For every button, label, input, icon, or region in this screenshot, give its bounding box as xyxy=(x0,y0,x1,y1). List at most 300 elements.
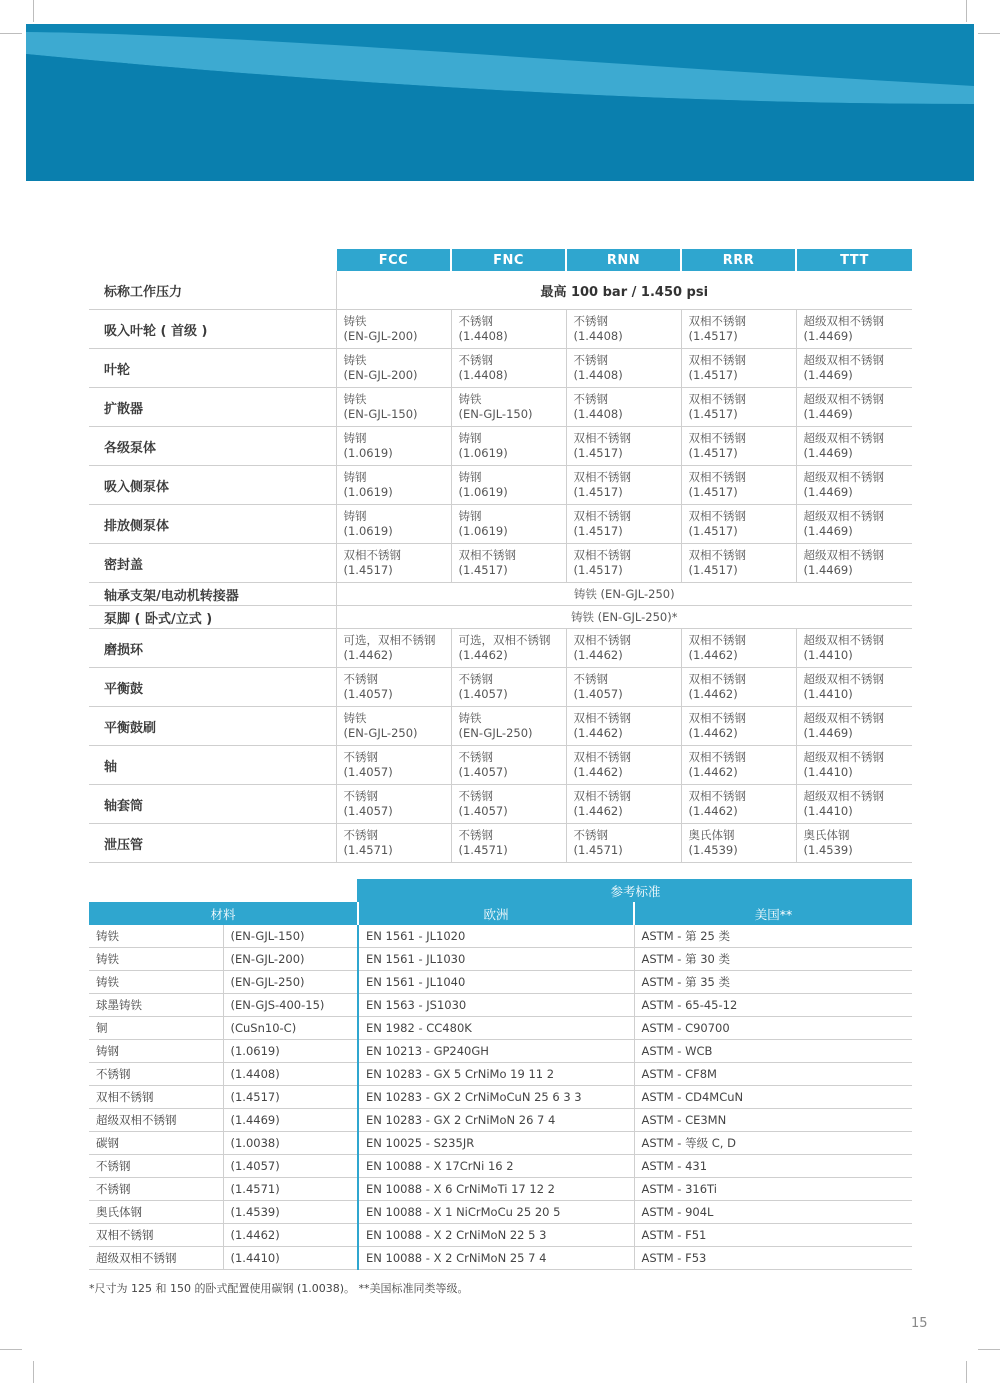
europe-standard: EN 10283 - GX 2 CrNiMoN 26 7 4 xyxy=(358,1109,634,1132)
material-code: (1.4469) xyxy=(803,563,853,577)
material-cell xyxy=(336,349,451,388)
material-code: (1.4571) xyxy=(223,1178,358,1201)
material-name: 不锈钢 xyxy=(343,789,378,803)
component-label: 平衡鼓刷 xyxy=(89,707,336,746)
standards-row xyxy=(89,1086,912,1109)
component-label: 轴 xyxy=(89,746,336,785)
materials-row xyxy=(89,271,912,310)
standards-row xyxy=(89,925,912,948)
column-header-rnn: RNN xyxy=(566,249,681,271)
material-code: (1.4517) xyxy=(573,563,623,577)
material-cell xyxy=(796,427,912,466)
component-label: 吸入叶轮 ( 首级 ) xyxy=(89,310,336,349)
material-name: 双相不锈钢 xyxy=(688,470,746,484)
material-cell xyxy=(566,785,681,824)
material-name: 铸铁 xyxy=(89,971,223,994)
material-cell xyxy=(796,629,912,668)
material-code: (1.4462) xyxy=(573,648,623,662)
usa-standard: ASTM - 第 35 类 xyxy=(634,971,912,994)
material-code: (1.4462) xyxy=(688,765,738,779)
material-cell xyxy=(681,388,796,427)
material-name: 铸铁 xyxy=(458,392,482,406)
standards-header-row-2 xyxy=(89,902,912,925)
material-cell xyxy=(681,824,796,863)
material-code: (EN-GJS-400-15) xyxy=(223,994,358,1017)
material-name: 双相不锈钢 xyxy=(573,548,631,562)
material-cell xyxy=(451,824,566,863)
material-code: (1.4571) xyxy=(343,843,393,857)
material-cell xyxy=(336,785,451,824)
material-cell xyxy=(681,349,796,388)
component-label: 磨损环 xyxy=(89,629,336,668)
material-code: (1.4057) xyxy=(573,687,623,701)
material-code: (EN-GJL-200) xyxy=(343,329,418,343)
material-cell xyxy=(451,349,566,388)
europe-standard: EN 1982 - CC480K xyxy=(358,1017,634,1040)
material-name: 双相不锈钢 xyxy=(573,633,631,647)
material-cell xyxy=(566,544,681,583)
material-cell xyxy=(451,746,566,785)
material-cell xyxy=(336,707,451,746)
material-name: 奥氏体钢 xyxy=(89,1201,223,1224)
material-name: 双相不锈钢 xyxy=(688,548,746,562)
material-code: (1.4462) xyxy=(343,648,393,662)
material-column-header: 材料 xyxy=(89,902,358,925)
standards-row xyxy=(89,1178,912,1201)
usa-column-header: 美国** xyxy=(634,902,912,925)
usa-standard: ASTM - CF8M xyxy=(634,1063,912,1086)
material-name: 双相不锈钢 xyxy=(573,711,631,725)
usa-standard: ASTM - 等级 C, D xyxy=(634,1132,912,1155)
usa-standard: ASTM - 第 25 类 xyxy=(634,925,912,948)
material-cell xyxy=(451,388,566,427)
material-code: (1.4469) xyxy=(223,1109,358,1132)
usa-standard: ASTM - 65-45-12 xyxy=(634,994,912,1017)
material-name: 不锈钢 xyxy=(89,1178,223,1201)
material-code: (1.4517) xyxy=(343,563,393,577)
crop-mark xyxy=(33,0,34,22)
material-name: 铸铁 xyxy=(343,392,367,406)
material-name: 双相不锈钢 xyxy=(688,711,746,725)
materials-row xyxy=(89,629,912,668)
standards-header-blank xyxy=(89,879,358,902)
usa-standard: ASTM - 431 xyxy=(634,1155,912,1178)
europe-standard: EN 10088 - X 6 CrNiMoTi 17 12 2 xyxy=(358,1178,634,1201)
material-cell xyxy=(566,349,681,388)
europe-standard: EN 10088 - X 17CrNi 16 2 xyxy=(358,1155,634,1178)
material-name: 不锈钢 xyxy=(89,1155,223,1178)
material-name: 双相不锈钢 xyxy=(688,672,746,686)
usa-standard: ASTM - F51 xyxy=(634,1224,912,1247)
material-code: (1.4469) xyxy=(803,485,853,499)
material-name: 铸铁 xyxy=(89,925,223,948)
material-name: 双相不锈钢 xyxy=(688,314,746,328)
material-name: 双相不锈钢 xyxy=(458,548,516,562)
crop-mark xyxy=(978,33,1000,34)
material-code: (1.0619) xyxy=(458,524,508,538)
material-code: (EN-GJL-150) xyxy=(223,925,358,948)
material-name: 不锈钢 xyxy=(573,314,608,328)
standards-row xyxy=(89,1224,912,1247)
crop-mark xyxy=(966,1361,967,1383)
europe-standard: EN 10283 - GX 5 CrNiMo 19 11 2 xyxy=(358,1063,634,1086)
standards-row xyxy=(89,1247,912,1270)
europe-standard: EN 10025 - S235JR xyxy=(358,1132,634,1155)
material-cell xyxy=(566,388,681,427)
material-name: 球墨铸铁 xyxy=(89,994,223,1017)
materials-row xyxy=(89,824,912,863)
material-name: 奥氏体钢 xyxy=(803,828,850,842)
material-cell xyxy=(681,707,796,746)
materials-row xyxy=(89,544,912,583)
material-name: 不锈钢 xyxy=(343,750,378,764)
material-name: 不锈钢 xyxy=(458,750,493,764)
material-cell xyxy=(451,707,566,746)
crop-mark xyxy=(966,0,967,22)
material-name: 双相不锈钢 xyxy=(688,789,746,803)
crop-mark xyxy=(978,1349,1000,1350)
material-name: 不锈钢 xyxy=(458,828,493,842)
usa-standard: ASTM - WCB xyxy=(634,1040,912,1063)
material-name: 铸铁 xyxy=(343,314,367,328)
material-code: (1.4410) xyxy=(803,804,853,818)
material-name: 双相不锈钢 xyxy=(573,431,631,445)
component-label: 吸入侧泵体 xyxy=(89,466,336,505)
material-code: (1.4517) xyxy=(688,368,738,382)
material-name: 超级双相不锈钢 xyxy=(803,392,884,406)
standards-row xyxy=(89,1017,912,1040)
material-name: 铸铁 xyxy=(458,711,482,725)
column-header-rrr: RRR xyxy=(681,249,796,271)
usa-standard: ASTM - 904L xyxy=(634,1201,912,1224)
material-cell xyxy=(566,505,681,544)
material-name: 铸钢 xyxy=(343,509,367,523)
material-name: 铸钢 xyxy=(89,1040,223,1063)
material-code: (1.4517) xyxy=(688,407,738,421)
material-code: (1.0619) xyxy=(458,446,508,460)
component-label: 扩散器 xyxy=(89,388,336,427)
material-name: 铸钢 xyxy=(458,470,482,484)
material-cell xyxy=(336,427,451,466)
material-code: (1.4469) xyxy=(803,368,853,382)
usa-standard: ASTM - F53 xyxy=(634,1247,912,1270)
materials-row xyxy=(89,668,912,707)
material-name: 不锈钢 xyxy=(343,828,378,842)
material-name: 超级双相不锈钢 xyxy=(803,711,884,725)
materials-header-blank xyxy=(89,249,336,271)
material-code: (1.4571) xyxy=(458,843,508,857)
material-name: 铸铁 xyxy=(89,948,223,971)
material-name: 双相不锈钢 xyxy=(573,789,631,803)
material-code: (1.4539) xyxy=(803,843,853,857)
material-name: 双相不锈钢 xyxy=(688,353,746,367)
usa-standard: ASTM - C90700 xyxy=(634,1017,912,1040)
material-code: (1.4517) xyxy=(688,563,738,577)
material-code: (1.0038) xyxy=(223,1132,358,1155)
component-label: 泵脚 ( 卧式/立式 ) xyxy=(89,606,336,629)
page-number: 15 xyxy=(911,1316,928,1331)
europe-standard: EN 1561 - JL1040 xyxy=(358,971,634,994)
crop-mark xyxy=(0,33,22,34)
column-header-fcc: FCC xyxy=(336,249,451,271)
material-code: (EN-GJL-150) xyxy=(458,407,533,421)
material-cell xyxy=(451,310,566,349)
column-header-fnc: FNC xyxy=(451,249,566,271)
material-cell xyxy=(451,785,566,824)
material-cell xyxy=(796,824,912,863)
material-code: (1.4517) xyxy=(688,446,738,460)
material-name: 双相不锈钢 xyxy=(89,1086,223,1109)
materials-row xyxy=(89,349,912,388)
component-label: 排放侧泵体 xyxy=(89,505,336,544)
material-code: (1.4410) xyxy=(803,687,853,701)
material-name: 不锈钢 xyxy=(573,392,608,406)
material-cell xyxy=(451,427,566,466)
material-code: (1.4517) xyxy=(223,1086,358,1109)
material-name: 可选，双相不锈钢 xyxy=(343,633,436,647)
materials-row xyxy=(89,427,912,466)
material-cell xyxy=(451,505,566,544)
material-name: 超级双相不锈钢 xyxy=(803,353,884,367)
material-cell xyxy=(566,824,681,863)
standards-row xyxy=(89,971,912,994)
material-code: (1.4462) xyxy=(573,765,623,779)
material-code: (1.4517) xyxy=(573,524,623,538)
material-code: (1.4469) xyxy=(803,329,853,343)
material-name: 不锈钢 xyxy=(343,672,378,686)
material-code: (EN-GJL-200) xyxy=(223,948,358,971)
material-cell xyxy=(681,785,796,824)
material-name: 超级双相不锈钢 xyxy=(803,314,884,328)
material-cell xyxy=(566,466,681,505)
material-code: (1.0619) xyxy=(343,524,393,538)
material-name: 铜 xyxy=(89,1017,223,1040)
standards-row xyxy=(89,1155,912,1178)
component-label: 轴套筒 xyxy=(89,785,336,824)
material-cell xyxy=(681,310,796,349)
merged-value-cell: 铸铁 (EN-GJL-250)* xyxy=(336,606,912,629)
component-label: 密封盖 xyxy=(89,544,336,583)
material-code: (1.0619) xyxy=(343,446,393,460)
component-label: 各级泵体 xyxy=(89,427,336,466)
material-code: (1.4408) xyxy=(458,329,508,343)
material-cell xyxy=(796,746,912,785)
material-code: (1.4517) xyxy=(688,329,738,343)
standards-row xyxy=(89,994,912,1017)
materials-row xyxy=(89,606,912,629)
materials-row xyxy=(89,388,912,427)
materials-row xyxy=(89,746,912,785)
material-cell xyxy=(336,466,451,505)
material-name: 不锈钢 xyxy=(89,1063,223,1086)
material-name: 不锈钢 xyxy=(458,314,493,328)
footnote: *尺寸为 125 和 150 的卧式配置使用碳钢 (1.0038)。 **美国标准同类等级。 xyxy=(89,1282,469,1295)
material-cell xyxy=(681,544,796,583)
material-code: (CuSn10-C) xyxy=(223,1017,358,1040)
material-code: (1.4408) xyxy=(458,368,508,382)
material-name: 铸铁 xyxy=(343,353,367,367)
material-name: 铸铁 xyxy=(343,711,367,725)
material-cell xyxy=(796,349,912,388)
material-cell xyxy=(681,427,796,466)
material-cell xyxy=(566,629,681,668)
usa-standard: ASTM - CE3MN xyxy=(634,1109,912,1132)
material-code: (1.4057) xyxy=(343,765,393,779)
material-code: (1.4410) xyxy=(803,648,853,662)
material-code: (1.4462) xyxy=(688,648,738,662)
material-cell xyxy=(566,746,681,785)
material-cell xyxy=(451,668,566,707)
material-name: 超级双相不锈钢 xyxy=(803,509,884,523)
standards-header-row-1 xyxy=(89,879,912,902)
material-name: 双相不锈钢 xyxy=(688,392,746,406)
europe-standard: EN 10088 - X 2 CrNiMoN 22 5 3 xyxy=(358,1224,634,1247)
material-code: (1.4517) xyxy=(688,524,738,538)
material-name: 双相不锈钢 xyxy=(688,750,746,764)
usa-standard: ASTM - 316Ti xyxy=(634,1178,912,1201)
material-code: (1.4462) xyxy=(223,1224,358,1247)
material-cell xyxy=(681,505,796,544)
europe-standard: EN 1561 - JL1030 xyxy=(358,948,634,971)
material-cell xyxy=(336,505,451,544)
material-name: 超级双相不锈钢 xyxy=(803,672,884,686)
material-code: (EN-GJL-150) xyxy=(343,407,418,421)
material-name: 不锈钢 xyxy=(458,789,493,803)
material-code: (1.4408) xyxy=(573,407,623,421)
material-code: (1.4462) xyxy=(688,804,738,818)
material-code: (1.4410) xyxy=(223,1247,358,1270)
material-name: 铸钢 xyxy=(343,431,367,445)
material-code: (1.4462) xyxy=(688,687,738,701)
material-code: (1.4410) xyxy=(803,765,853,779)
material-code: (1.0619) xyxy=(458,485,508,499)
europe-standard: EN 10088 - X 2 CrNiMoN 25 7 4 xyxy=(358,1247,634,1270)
materials-row xyxy=(89,466,912,505)
europe-standard: EN 10213 - GP240GH xyxy=(358,1040,634,1063)
materials-row xyxy=(89,707,912,746)
material-code: (1.4057) xyxy=(343,687,393,701)
material-name: 超级双相不锈钢 xyxy=(803,789,884,803)
materials-row xyxy=(89,583,912,606)
material-code: (1.4517) xyxy=(688,485,738,499)
europe-standard: EN 1563 - JS1030 xyxy=(358,994,634,1017)
material-cell xyxy=(451,544,566,583)
material-code: (1.4462) xyxy=(688,726,738,740)
material-code: (1.4469) xyxy=(803,726,853,740)
europe-standard: EN 1561 - JL1020 xyxy=(358,925,634,948)
material-name: 双相不锈钢 xyxy=(573,470,631,484)
material-code: (EN-GJL-250) xyxy=(223,971,358,994)
standards-row xyxy=(89,1063,912,1086)
material-name: 不锈钢 xyxy=(573,353,608,367)
material-cell xyxy=(451,629,566,668)
material-code: (1.4517) xyxy=(458,563,508,577)
material-cell xyxy=(566,707,681,746)
material-name: 超级双相不锈钢 xyxy=(803,470,884,484)
material-code: (1.4057) xyxy=(458,687,508,701)
material-cell xyxy=(681,629,796,668)
material-code: (1.4539) xyxy=(688,843,738,857)
material-code: (1.4057) xyxy=(458,765,508,779)
material-code: (1.4462) xyxy=(573,804,623,818)
europe-standard: EN 10283 - GX 2 CrNiMoCuN 25 6 3 3 xyxy=(358,1086,634,1109)
material-name: 铸钢 xyxy=(458,431,482,445)
material-name: 超级双相不锈钢 xyxy=(89,1247,223,1270)
material-code: (1.4469) xyxy=(803,407,853,421)
material-name: 铸钢 xyxy=(343,470,367,484)
materials-row xyxy=(89,785,912,824)
material-code: (1.4469) xyxy=(803,524,853,538)
material-cell xyxy=(681,466,796,505)
material-cell xyxy=(336,824,451,863)
material-code: (EN-GJL-250) xyxy=(458,726,533,740)
usa-standard: ASTM - 第 30 类 xyxy=(634,948,912,971)
material-code: (1.4408) xyxy=(223,1063,358,1086)
standards-table xyxy=(89,879,912,1270)
material-name: 双相不锈钢 xyxy=(573,509,631,523)
material-code: (1.4571) xyxy=(573,843,623,857)
material-code: (1.4517) xyxy=(573,485,623,499)
material-code: (EN-GJL-250) xyxy=(343,726,418,740)
material-name: 双相不锈钢 xyxy=(89,1224,223,1247)
material-cell xyxy=(336,629,451,668)
material-cell xyxy=(796,668,912,707)
material-code: (1.4517) xyxy=(573,446,623,460)
column-header-ttt: TTT xyxy=(796,249,912,271)
material-code: (EN-GJL-200) xyxy=(343,368,418,382)
material-cell xyxy=(796,388,912,427)
material-name: 超级双相不锈钢 xyxy=(803,750,884,764)
material-code: (1.4408) xyxy=(573,368,623,382)
standards-row xyxy=(89,1132,912,1155)
header-banner xyxy=(26,24,974,181)
material-cell xyxy=(796,544,912,583)
material-code: (1.0619) xyxy=(223,1040,358,1063)
materials-row xyxy=(89,505,912,544)
merged-value-cell: 铸铁 (EN-GJL-250) xyxy=(336,583,912,606)
material-cell xyxy=(681,668,796,707)
crop-mark xyxy=(33,1361,34,1383)
material-cell xyxy=(566,427,681,466)
material-cell xyxy=(796,505,912,544)
material-code: (1.4057) xyxy=(458,804,508,818)
material-cell xyxy=(796,785,912,824)
material-name: 铸钢 xyxy=(458,509,482,523)
material-name: 超级双相不锈钢 xyxy=(89,1109,223,1132)
material-cell xyxy=(566,668,681,707)
reference-standards-header: 参考标准 xyxy=(358,879,912,902)
component-label: 泄压管 xyxy=(89,824,336,863)
material-name: 可选，双相不锈钢 xyxy=(458,633,551,647)
material-name: 超级双相不锈钢 xyxy=(803,431,884,445)
material-name: 超级双相不锈钢 xyxy=(803,548,884,562)
standards-row xyxy=(89,1109,912,1132)
standards-row xyxy=(89,948,912,971)
material-name: 双相不锈钢 xyxy=(343,548,401,562)
component-label: 轴承支架/电动机转接器 xyxy=(89,583,336,606)
material-cell xyxy=(336,668,451,707)
material-code: (1.4539) xyxy=(223,1201,358,1224)
material-code: (1.4057) xyxy=(223,1155,358,1178)
material-name: 不锈钢 xyxy=(573,828,608,842)
material-name: 双相不锈钢 xyxy=(688,509,746,523)
material-cell xyxy=(336,746,451,785)
component-label: 叶轮 xyxy=(89,349,336,388)
material-cell xyxy=(796,466,912,505)
material-name: 不锈钢 xyxy=(458,672,493,686)
material-name: 不锈钢 xyxy=(458,353,493,367)
component-label: 标称工作压力 xyxy=(89,271,336,310)
